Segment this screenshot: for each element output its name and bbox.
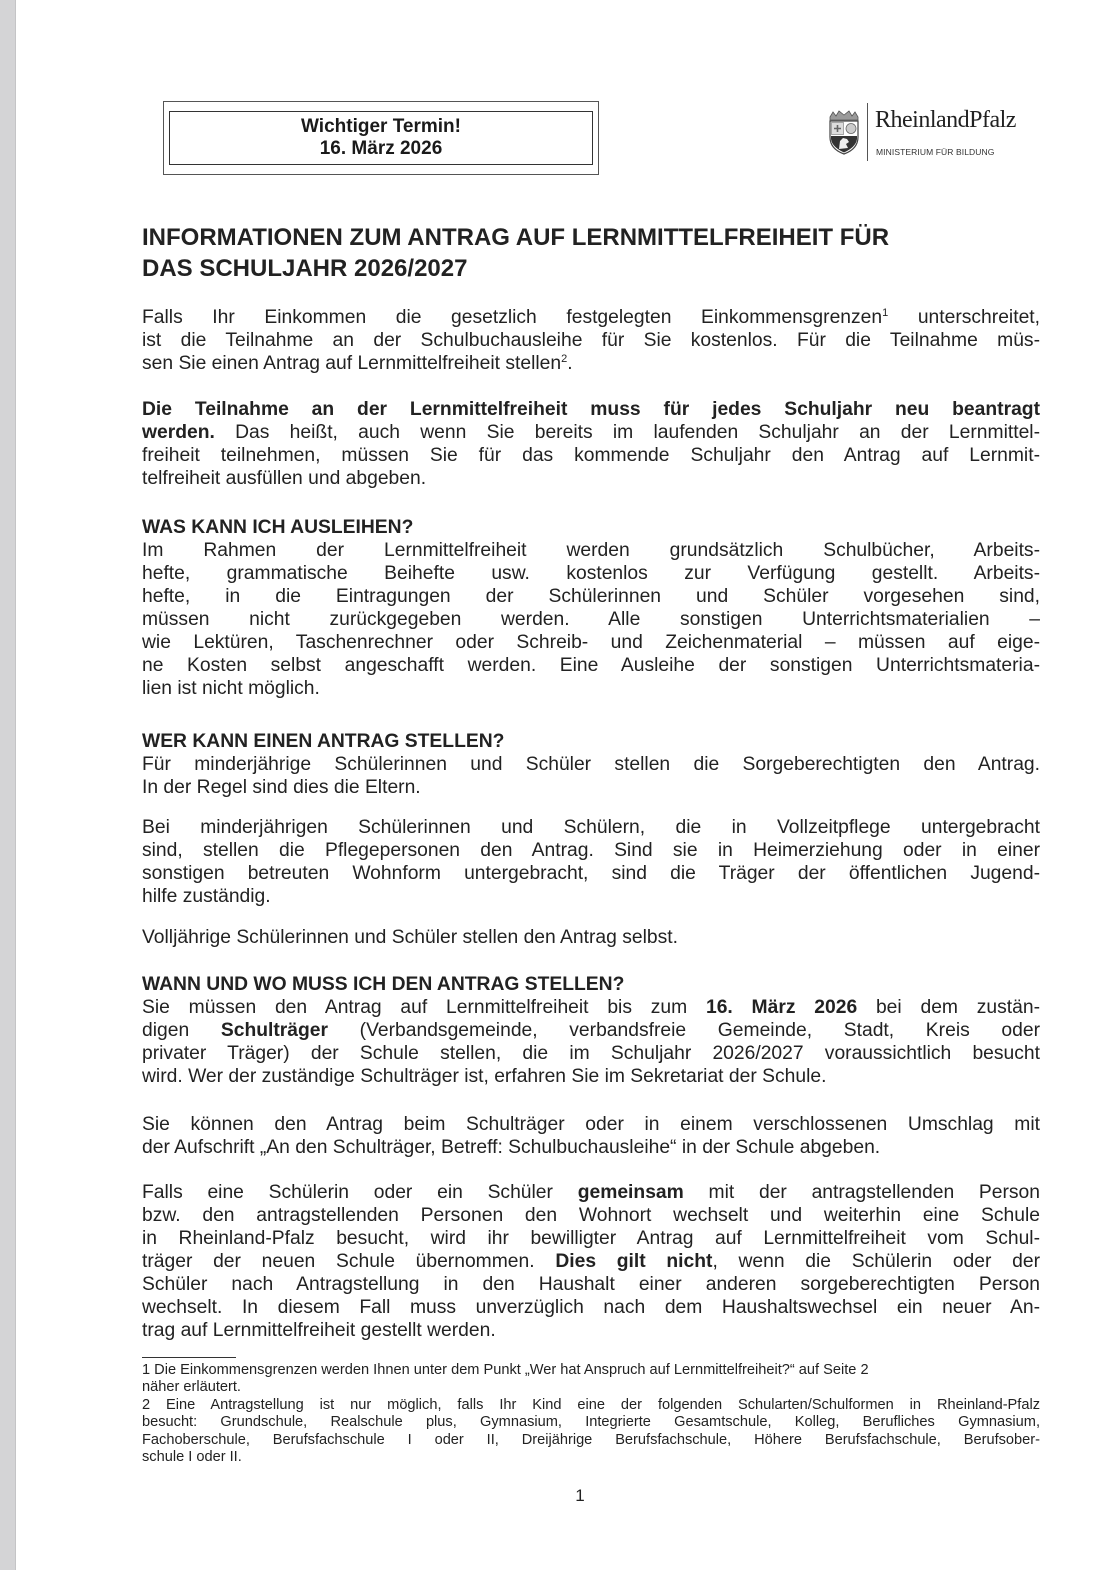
- renewal-bold: werden.: [142, 422, 215, 443]
- section-line: hilfe zuständig.: [142, 886, 271, 907]
- footnote-separator: [142, 1357, 236, 1358]
- section-text: , wenn die Schülerin oder der: [712, 1251, 1040, 1272]
- footnote-1-line: näher erläutert.: [142, 1379, 241, 1396]
- jointly-bold: gemeinsam: [577, 1182, 684, 1203]
- section-text: träger der neuen Schule übernommen.: [142, 1251, 556, 1272]
- renewal-text: Das heißt, auch wenn Sie bereits im laufenden Schuljahr an der Lernmittel-: [214, 422, 1040, 443]
- title-line-2: DAS SCHULJAHR 2026/2027: [142, 255, 468, 282]
- rlp-logo: [825, 103, 1025, 161]
- section-line: hefte, in die Eintragungen der Schülerinnen und Schüler vorgesehen sind,: [142, 586, 1040, 607]
- intro-text: Falls Ihr Einkommen die gesetzlich festgelegten Einkommensgrenzen: [142, 307, 883, 328]
- section-text: digen: [142, 1020, 221, 1041]
- intro-text: ist die Teilnahme an der Schulbuchausleihe für Sie kostenlos. Für die Teilnahme müs-: [142, 330, 1040, 351]
- section-when-p3: [142, 1181, 1040, 1342]
- renewal-bold: Die Teilnahme an der Lernmittelfreiheit muss für jedes Schuljahr neu beantragt: [142, 399, 1040, 420]
- section-borrow: [142, 516, 1040, 700]
- section-line: wechselt. In diesem Fall muss unverzüglich nach dem Haushaltswechsel ein neuer An-: [142, 1297, 1040, 1318]
- logo-ministry-text: MINISTERIUM FÜR BILDUNG: [876, 147, 995, 157]
- section-line: wie Lektüren, Taschenrechner oder Schreib- und Zeichenmaterial – müssen auf eige-: [142, 632, 1040, 653]
- section-text: Sie müssen den Antrag auf Lernmittelfreiheit bis zum: [142, 997, 706, 1018]
- section-text: Falls eine Schülerin oder ein Schüler: [142, 1182, 578, 1203]
- section-line: Bei minderjährigen Schülerinnen und Schülern, die in Vollzeitpflege untergebracht: [142, 817, 1040, 838]
- section-line: trag auf Lernmittelfreiheit gestellt werden.: [142, 1320, 496, 1341]
- section-line: hefte, grammatische Beihefte usw. kostenlos zur Verfügung gestellt. Arbeits-: [142, 563, 1040, 584]
- section-heading: WER KANN EINEN ANTRAG STELLEN?: [142, 731, 505, 752]
- section-text: bei dem zustän-: [857, 997, 1040, 1018]
- section-text: mit der antragstellenden Person: [683, 1182, 1040, 1203]
- section-line: wird. Wer der zuständige Schulträger ist, erfahren Sie im Sekretariat der Schule.: [142, 1066, 827, 1087]
- section-text: (Verbandsgemeinde, verbandsfreie Gemeinde, Stadt, Kreis oder: [328, 1020, 1040, 1041]
- renewal-text: freiheit teilnehmen, müssen Sie für das kommende Schuljahr den Antrag auf Lernmit-: [142, 445, 1040, 466]
- footnote-ref-1: 1: [882, 307, 889, 319]
- section-heading: WAS KANN ICH AUSLEIHEN?: [142, 517, 414, 538]
- footnote-2-line: 2 Eine Antragstellung ist nur möglich, falls Ihr Kind eine der folgenden Schularten/Schulformen in Rheinland-Pfalz: [142, 1396, 1040, 1413]
- logo-brand-text: RheinlandPfalz: [875, 107, 1016, 133]
- footnotes: [142, 1362, 1040, 1466]
- section-who-p3: [142, 926, 1040, 949]
- school-authority-bold: Schulträger: [220, 1020, 329, 1041]
- section-line: in Rheinland-Pfalz besucht, wird ihr bewilligter Antrag auf Lernmittelfreiheit vom Schul-: [142, 1228, 1040, 1249]
- footnote-ref-2: 2: [561, 353, 568, 365]
- section-line: müssen nicht zurückgegeben werden. Alle sonstigen Unterrichtsmaterialien –: [142, 609, 1040, 630]
- section-heading: WANN UND WO MUSS ICH DEN ANTRAG STELLEN?: [142, 974, 625, 995]
- section-line: sonstigen betreuten Wohnform untergebracht, sind die Träger der öffentlichen Jugend-: [142, 863, 1040, 884]
- renewal-text: telfreiheit ausfüllen und abgeben.: [142, 468, 427, 489]
- section-line: sind, stellen die Pflegepersonen den Antrag. Sind sie in Heimerziehung oder in einer: [142, 840, 1040, 861]
- section-line: In der Regel sind dies die Eltern.: [142, 777, 421, 798]
- intro-paragraph: [142, 306, 1040, 375]
- footnote-1-line: 1 Die Einkommensgrenzen werden Ihnen unter dem Punkt „Wer hat Anspruch auf Lernmittelfreiheit?“ auf Seite 2: [142, 1362, 869, 1378]
- exception-bold: Dies gilt nicht: [555, 1251, 713, 1272]
- footnote-2-line: Fachoberschule, Berufsfachschule I oder II, Dreijährige Berufsfachschule, Höhere Berufsfachschule, Berufsober-: [142, 1431, 1040, 1448]
- section-who-p2: [142, 816, 1040, 908]
- section-when-p2: [142, 1113, 1040, 1159]
- deadline-bold: 16. März 2026: [705, 997, 858, 1018]
- section-line: Volljährige Schülerinnen und Schüler stellen den Antrag selbst.: [142, 927, 678, 948]
- important-date-label: Wichtiger Termin!: [301, 116, 461, 137]
- section-line: ne Kosten selbst angeschafft werden. Eine Ausleihe der sonstigen Unterrichtsmateria-: [142, 655, 1040, 676]
- section-line: bzw. den antragstellenden Personen den Wohnort wechselt und weiterhin eine Schule: [142, 1205, 1040, 1226]
- footnote-2-line: schule I oder II.: [142, 1449, 242, 1466]
- renewal-paragraph: [142, 398, 1040, 490]
- section-line: der Aufschrift „An den Schulträger, Betreff: Schulbuchausleihe“ in der Schule abgeben.: [142, 1137, 881, 1158]
- section-line: lien ist nicht möglich.: [142, 678, 320, 699]
- section-line: Für minderjährige Schülerinnen und Schüler stellen die Sorgeberechtigten den Antrag.: [142, 754, 1040, 775]
- intro-text: unterschreitet,: [888, 307, 1040, 328]
- important-date-box: [163, 101, 599, 175]
- section-line: Schüler nach Antragstellung in den Haushalt einer anderen sorgeberechtigten Person: [142, 1274, 1040, 1295]
- coat-of-arms-icon: [827, 109, 861, 155]
- page-number: 1: [575, 1486, 585, 1505]
- important-date-value: 16. März 2026: [319, 138, 443, 159]
- footnote-2-line: besucht: Grundschule, Realschule plus, Gymnasium, Integrierte Gesamtschule, Kolleg, Berufliches Gymnasium,: [142, 1414, 1040, 1431]
- important-date-inner: [169, 111, 593, 165]
- intro-text: sen Sie einen Antrag auf Lernmittelfreiheit stellen: [142, 353, 562, 374]
- page-title: [142, 222, 1042, 284]
- section-when: [142, 973, 1040, 1088]
- section-who: [142, 730, 1040, 799]
- section-line: privater Träger) der Schule stellen, die im Schuljahr 2026/2027 voraussichtlich besucht: [142, 1043, 1040, 1064]
- section-line: Im Rahmen der Lernmittelfreiheit werden grundsätzlich Schulbücher, Arbeits-: [142, 540, 1040, 561]
- title-line-1: INFORMATIONEN ZUM ANTRAG AUF LERNMITTELFREIHEIT FÜR: [142, 224, 890, 251]
- section-line: Sie können den Antrag beim Schulträger oder in einem verschlossenen Umschlag mit: [142, 1114, 1040, 1135]
- intro-text: .: [567, 353, 573, 374]
- logo-divider: [867, 103, 868, 161]
